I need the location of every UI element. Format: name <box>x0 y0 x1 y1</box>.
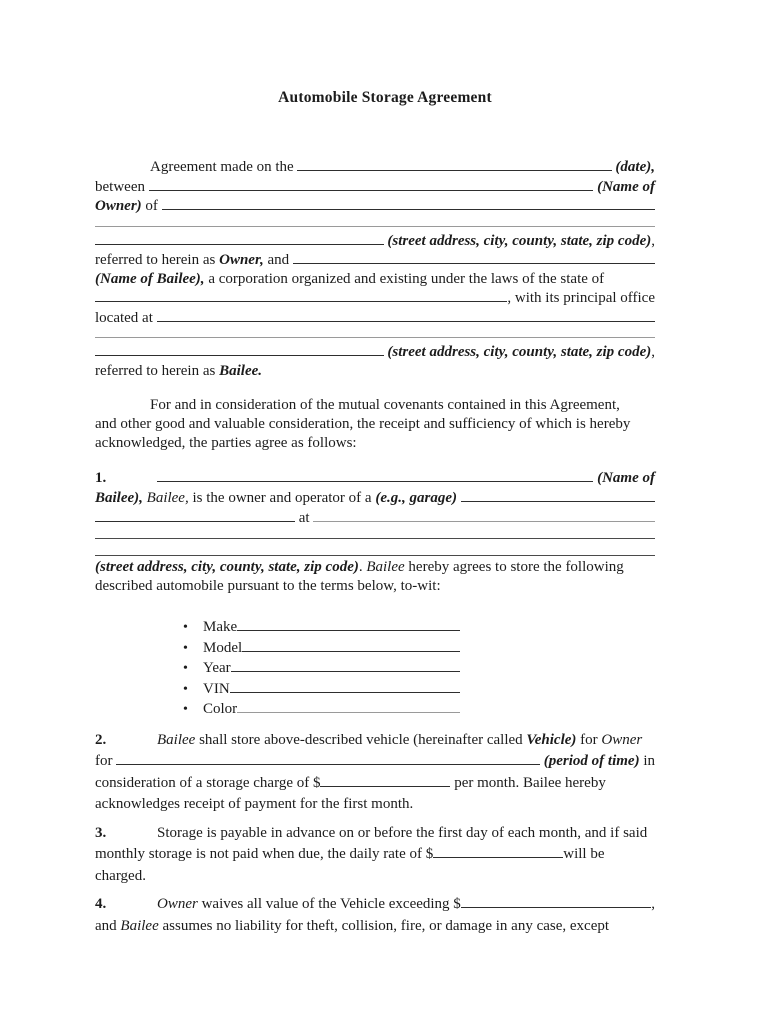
text-run: Owner, <box>219 252 264 268</box>
bullet-icon: • <box>183 681 188 697</box>
form-line <box>95 396 655 415</box>
text-run: (e.g., garage) <box>375 490 457 506</box>
form-line <box>95 558 655 577</box>
text-run: Bailee), <box>95 490 143 506</box>
blank-field[interactable] <box>461 894 651 908</box>
text-run: consideration of a storage charge of $ <box>95 774 321 791</box>
list-item <box>95 699 460 720</box>
form-line <box>95 823 655 845</box>
text-run: is the owner and operator of a <box>188 490 376 506</box>
make-label: Make <box>203 619 238 635</box>
text-run: Bailee. <box>219 362 263 379</box>
form-line <box>95 844 655 866</box>
form-line <box>95 250 655 270</box>
text-run: Storage is payable in advance on or before the first day of each month, and if said <box>157 824 648 841</box>
text-run: Bailee, <box>146 490 189 506</box>
text-run: (Name of <box>593 470 655 486</box>
form-line <box>95 177 655 197</box>
list-item <box>95 617 460 638</box>
blank-field[interactable] <box>162 196 655 210</box>
section-number: 1. <box>95 470 107 486</box>
blank-line-rule[interactable] <box>95 528 655 539</box>
consideration-paragraph <box>95 396 655 453</box>
model-label: Model <box>203 639 243 656</box>
bullet-icon: • <box>183 640 188 656</box>
form-line <box>95 157 655 177</box>
form-line <box>95 231 655 251</box>
text-run: (street address, city, county, state, zip code) <box>95 559 359 575</box>
form-line <box>95 751 655 773</box>
model-blank[interactable] <box>242 638 460 652</box>
text-run: of <box>141 198 162 214</box>
first-line-indent <box>95 170 150 171</box>
text-run: (date), <box>611 159 655 175</box>
form-line <box>95 577 655 596</box>
form-line <box>95 308 655 328</box>
text-run: per month. Bailee hereby <box>450 774 606 791</box>
vehicle-detail-list <box>95 617 655 720</box>
text-run: and <box>95 917 121 934</box>
form-line <box>95 270 655 289</box>
text-run: assumes no liability for theft, collision, fire, or damage in any case, except <box>158 917 610 934</box>
section-number: 4. <box>95 896 107 912</box>
first-line-indent <box>95 408 150 409</box>
blank-field[interactable] <box>293 250 655 264</box>
blank-field[interactable] <box>320 773 450 787</box>
text-run: Bailee <box>366 559 405 575</box>
section-2 <box>95 730 655 816</box>
bullet-icon: • <box>183 661 188 676</box>
blank-field[interactable] <box>95 508 295 522</box>
document-content <box>95 157 655 937</box>
year-blank[interactable] <box>231 658 460 672</box>
blank-field[interactable] <box>157 468 593 482</box>
text-run: for <box>576 731 602 748</box>
list-item <box>95 679 460 700</box>
text-run: will be <box>563 846 605 862</box>
year-label: Year <box>203 660 231 676</box>
form-line <box>95 508 655 528</box>
blank-line-rule[interactable] <box>95 545 655 556</box>
blank-field[interactable] <box>157 308 655 322</box>
form-line <box>95 415 655 434</box>
text-run: referred to herein as <box>95 252 220 268</box>
form-line <box>95 894 655 916</box>
text-run: Owner <box>157 896 198 912</box>
section-number: 3. <box>95 824 107 841</box>
text-run: , <box>651 896 655 912</box>
blank-field[interactable] <box>149 177 594 191</box>
opening-paragraph <box>95 157 655 380</box>
blank-field[interactable] <box>116 751 540 765</box>
text-run: . <box>358 559 367 575</box>
text-run: Bailee <box>120 917 159 934</box>
text-run: for <box>95 753 117 769</box>
text-run: , <box>651 344 655 360</box>
text-run: (period of time) <box>540 753 640 769</box>
text-run: located at <box>95 309 157 326</box>
text-run: charged. <box>95 867 146 884</box>
text-run: at <box>295 510 314 526</box>
blank-field[interactable] <box>95 288 507 302</box>
text-run: referred to herein as <box>95 362 220 379</box>
blank-field[interactable] <box>433 844 563 858</box>
blank-field[interactable] <box>461 488 655 502</box>
form-line <box>95 916 655 938</box>
color-blank[interactable] <box>237 699 460 713</box>
text-run: Agreement made on the <box>150 159 298 175</box>
text-run: For and in consideration of the mutual covenants contained in this Agreement, <box>150 397 620 413</box>
text-run: and <box>263 252 293 268</box>
form-line <box>95 196 655 216</box>
text-run: described automobile pursuant to the terms below, to-wit: <box>95 578 441 594</box>
section-number: 2. <box>95 731 107 748</box>
text-run: hereby agrees to store the following <box>404 559 624 575</box>
text-run: Vehicle) <box>526 731 577 748</box>
text-run: monthly storage is not paid when due, the daily rate of $ <box>95 846 434 862</box>
section-4 <box>95 894 655 937</box>
text-run: (Name of Bailee), <box>95 270 205 287</box>
form-line <box>95 794 655 816</box>
text-run: , with its principal office <box>507 290 655 306</box>
blank-line-rule[interactable] <box>95 327 655 338</box>
text-run: acknowledged, the parties agree as follows: <box>95 435 357 451</box>
form-line <box>95 434 655 453</box>
make-blank[interactable] <box>237 617 460 631</box>
form-line <box>95 730 655 752</box>
form-line <box>95 362 655 381</box>
form-line <box>95 468 655 488</box>
section-1 <box>95 468 655 596</box>
blank-field[interactable] <box>313 508 655 522</box>
section-3 <box>95 823 655 888</box>
form-line <box>95 488 655 508</box>
list-item <box>95 638 460 659</box>
form-line <box>95 773 655 795</box>
color-label: Color <box>203 701 238 717</box>
list-item <box>95 658 460 679</box>
text-run: (street address, city, county, state, zip code) <box>383 344 652 360</box>
bullet-icon: • <box>183 702 188 717</box>
blank-field[interactable] <box>95 231 384 245</box>
text-run: waives all value of the Vehicle exceeding $ <box>197 896 461 912</box>
text-run: and other good and valuable consideration, the receipt and sufficiency of which is hereby <box>95 416 631 432</box>
form-line <box>95 866 655 888</box>
form-line <box>95 342 655 362</box>
text-run: , <box>651 232 655 249</box>
text-run: Owner) <box>95 198 142 214</box>
text-run: acknowledges receipt of payment for the first month. <box>95 796 414 812</box>
blank-field[interactable] <box>95 342 384 356</box>
bullet-icon: • <box>183 620 188 635</box>
document-title: Automobile Storage Agreement <box>278 89 492 106</box>
text-run: Bailee <box>157 731 196 748</box>
text-run: in <box>639 753 655 769</box>
blank-field[interactable] <box>297 157 611 171</box>
text-run: between <box>95 178 149 195</box>
text-run: (street address, city, county, state, zip code) <box>383 232 652 249</box>
text-run: a corporation organized and existing under the laws of the state of <box>204 270 605 287</box>
vin-blank[interactable] <box>230 679 460 693</box>
form-line <box>95 288 655 308</box>
vin-label: VIN <box>203 680 230 697</box>
blank-line-rule[interactable] <box>95 216 655 227</box>
text-run: shall store above-described vehicle (hereinafter called <box>195 731 527 748</box>
text-run: (Name of <box>593 178 655 195</box>
text-run: Owner <box>601 731 643 748</box>
